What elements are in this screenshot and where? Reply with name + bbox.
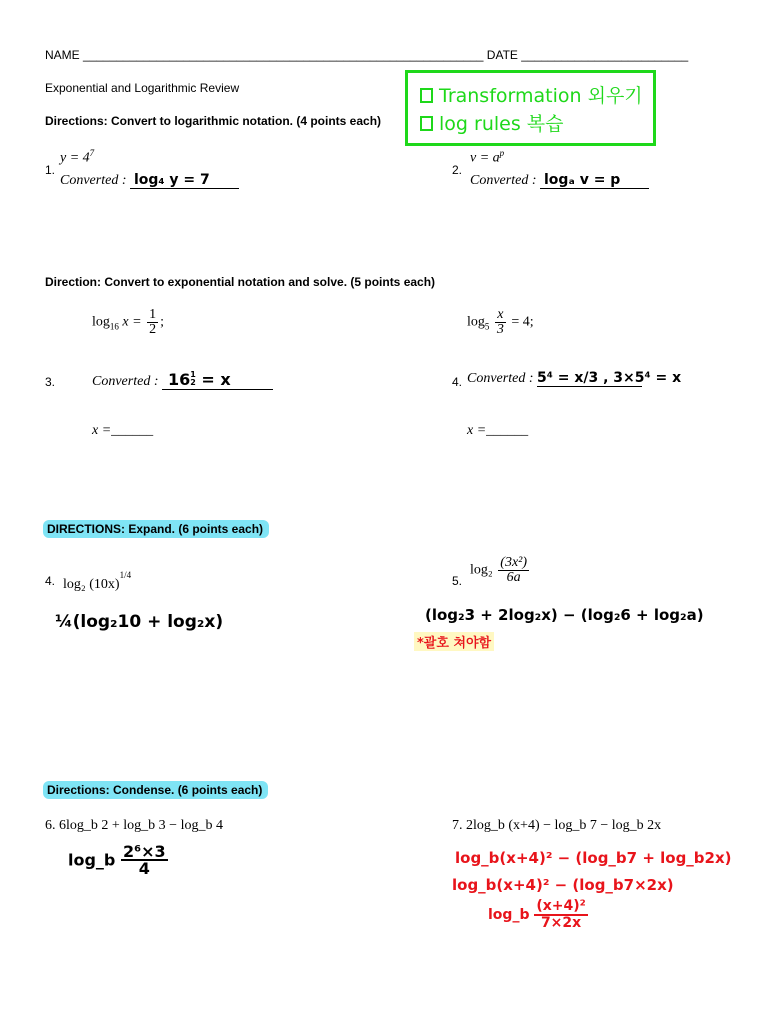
problem-4-number: 4. xyxy=(452,375,463,389)
date-label: DATE xyxy=(486,48,518,62)
name-label: NAME xyxy=(45,48,80,62)
problem-3-expression: $\log_{16} x$ = $\frac{1}{2}$ ; xyxy=(92,307,164,337)
name-line xyxy=(45,48,688,62)
section4-directions: Directions: Condense. (6 points each) xyxy=(43,783,268,797)
name-blank[interactable]: ____________________________________________________________ xyxy=(83,48,484,62)
problem-6-answer: log_b $\frac{\text{2⁶×3}}{4}$ xyxy=(68,842,166,878)
section2-directions: Direction: Convert to exponential notation and solve. (5 points each) xyxy=(45,275,436,289)
problem-1-expression: $y = 4^7$ xyxy=(60,148,95,166)
problem-7-final-answer: log_b $\frac{\text{(x+4)²}}{7\times 2x}$ xyxy=(488,898,586,931)
problem-5-answer: (log₂3 + 2log₂x) − (log₂6 + log₂a) xyxy=(425,606,704,624)
problem-7-answer-line: log_b(x+4)² − (log_b7×2x) xyxy=(452,876,674,894)
problem-4-expression: $\log_5$ $\frac{x}{3}$ = 4; xyxy=(467,307,534,337)
problem-5a-expression: log₂ $(10x)^{1/4}$ xyxy=(63,570,132,592)
problem-2-answer[interactable]: logₐ v = p xyxy=(540,172,649,189)
checkbox-icon xyxy=(420,88,433,103)
problem-3-number: 3. xyxy=(45,375,56,389)
checkbox-icon xyxy=(420,116,433,131)
problem-1-answer[interactable]: log₄ y = 7 xyxy=(130,172,239,189)
problem-2-converted: Converted : logₐ v = p xyxy=(470,172,649,189)
problem-5-number: 5. xyxy=(452,574,463,588)
problem-7-expression: 7. 2log_b (x+4) − log_b 7 − log_b 2x xyxy=(452,818,662,833)
problem-2-expression: $v = a^p$ xyxy=(470,148,505,166)
problem-1-converted: Converted : log₄ y = 7 xyxy=(60,172,239,189)
problem-3-answer[interactable]: 16 $^{1 2}$ = x xyxy=(162,370,273,390)
problem-4-x-answer: x =______ xyxy=(467,423,529,438)
problem-7-answer-line: log_b(x+4)² − (log_b7 + log_b2x) xyxy=(455,849,732,867)
worksheet-title: Exponential and Logarithmic Review xyxy=(45,81,240,95)
problem-5-expression: log₂ $\frac{\text{(3x²)}}{6a}$ xyxy=(470,555,528,585)
problem-5-note: *괄호 쳐야함 xyxy=(414,632,494,651)
sticky-note-item: Transformation 외우기 xyxy=(420,81,643,108)
problem-3-x-answer: x =______ xyxy=(92,423,154,438)
problem-5a-answer: ¼(log₂10 + log₂x) xyxy=(55,612,224,632)
problem-6-expression: 6. 6log_b 2 + log_b 3 − log_b 4 xyxy=(45,818,223,833)
date-blank[interactable]: _________________________ xyxy=(521,48,689,62)
problem-3-converted: Converted : 16 $^{1 2}$ = x xyxy=(92,370,273,390)
problem-2-number: 2. xyxy=(452,163,463,177)
sticky-note-item: log rules 복습 xyxy=(420,109,563,136)
section3-directions: DIRECTIONS: Expand. (6 points each) xyxy=(43,522,269,536)
problem-1-number: 1. xyxy=(45,163,56,177)
problem-4-answer[interactable]: 5⁴ = x/3 , 3×5⁴ = x xyxy=(536,370,682,386)
problem-4-converted: Converted : 5⁴ = x/3 , 3×5⁴ = x xyxy=(467,370,682,386)
problem-5a-number: 4. xyxy=(45,574,56,588)
sticky-note xyxy=(405,70,656,146)
section1-directions: Directions: Convert to logarithmic notation. (4 points each) xyxy=(45,114,382,128)
